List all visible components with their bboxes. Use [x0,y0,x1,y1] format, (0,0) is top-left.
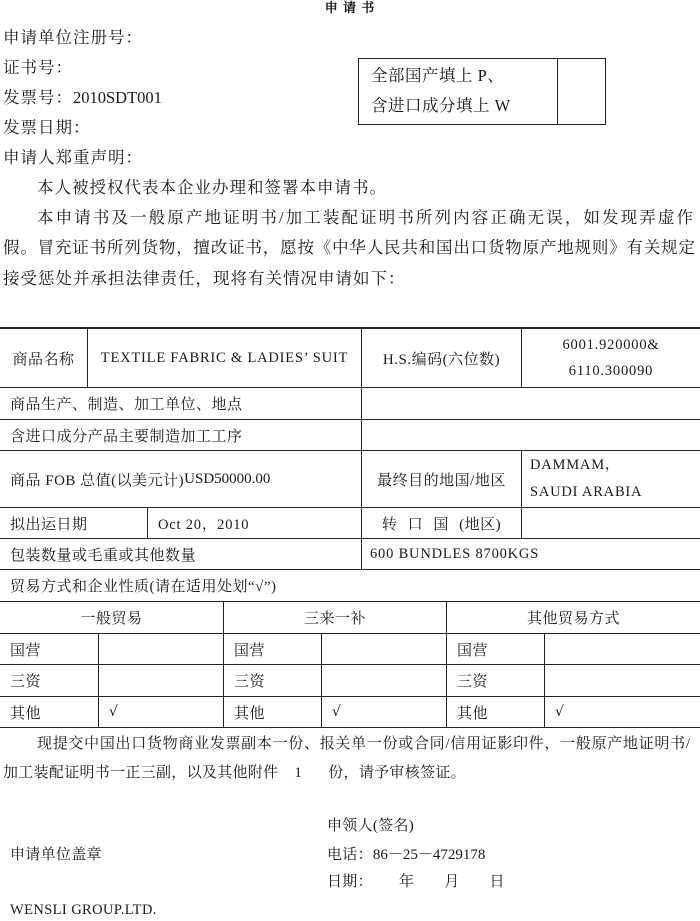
submission-line [3,763,466,783]
enterprise-type-label: 三资 [447,665,545,697]
year-label: 年 [398,874,415,890]
enterprise-type-label: 国营 [447,634,545,665]
day-label: 日 [489,874,505,890]
fob-value-label: 商品 FOB 总值(以美元计) [10,472,185,489]
shipping-date-value: Oct 20，2010 [148,508,362,539]
date-label: 日期： [327,874,373,890]
submission-text: 份，请予审核签证。 [328,765,466,781]
destination-value-cell [522,451,700,508]
enterprise-type-label: 国营 [0,634,99,665]
submission-text: 加工装配证明书一正三副，以及其他附件 [3,765,279,781]
check-mark-cell [545,634,700,665]
transit-country-label: 转 口 国 (地区) [362,508,522,539]
check-mark-cell: √ [322,697,447,728]
invoice-number-value: 2010SDT001 [73,88,162,107]
registration-number-label: 申请单位注册号： [3,28,143,47]
producer-value-cell [362,388,700,420]
hs-code-value: 6110.300090 [568,363,654,379]
producer-label: 商品生产、制造、加工单位、地点 [0,388,362,420]
enterprise-type-label: 三资 [224,665,322,697]
hs-code-label: H.S.编码(六位数) [362,327,522,388]
shipping-date-label: 拟出运日期 [0,508,148,539]
submission-line: 现提交中国出口货物商业发票副本一份、报关单一份或合同/信用证影印件，一般原产地证明书/ [37,736,690,752]
declaration-line: 接受惩处并承担法律责任，现将有关情况申请如下： [3,269,406,288]
trade-mode-label: 贸易方式和企业性质(请在适用处划“√”) [0,570,700,602]
company-name: WENSLI GROUP.LTD. [10,902,157,918]
fob-value: USD50000.00 [184,470,271,487]
enterprise-type-label: 国营 [224,634,322,665]
destination-label: 最终目的地国/地区 [362,451,522,508]
month-label: 月 [444,874,460,890]
invoice-number-line [3,88,162,108]
origin-criterion-value-cell [558,59,605,124]
check-mark-cell [545,665,700,697]
fob-value-cell [0,451,362,508]
check-mark-cell: √ [99,697,224,728]
check-mark-cell [322,665,447,697]
origin-criterion-instructions [359,59,558,124]
origin-instruction-line: 全部国产填上 P、 [371,66,505,85]
hs-code-value: 6001.920000& [562,337,660,353]
quantity-value: 600 BUNDLES 8700KGS [362,539,700,570]
check-mark-cell [99,634,224,665]
certificate-number-label: 证书号： [3,58,73,77]
declaration-line: 本申请书及一般原产地证明书/加工装配证明书所列内容正确无误，如发现弄虚作 [37,208,693,227]
check-mark-cell [322,634,447,665]
enterprise-type-label: 其他 [224,697,322,728]
check-mark-cell: √ [545,697,700,728]
trade-group-header: 三来一补 [224,602,447,634]
goods-details-table [0,327,700,728]
form-title: 申 请 书 [324,0,376,15]
manufacturing-process-value-cell [362,420,700,451]
enterprise-type-label: 三资 [0,665,99,697]
hs-code-value-cell [522,327,700,388]
date-line [327,872,505,892]
invoice-number-label: 发票号： [3,88,73,107]
declaration-heading: 申请人郑重声明： [3,148,143,167]
check-mark-cell [99,665,224,697]
goods-name-label: 商品名称 [0,327,88,388]
destination-value: SAUDI ARABIA [530,484,643,500]
transit-country-value-cell [522,508,700,539]
phone-value: 86－25－4729178 [372,847,486,863]
invoice-date-label: 发票日期： [3,118,91,137]
declaration-line: 假。冒充证书所列货物，擅改证书，愿按《中华人民共和国出口货物原产地规则》有关规定 [3,238,695,257]
origin-criterion-box [358,58,606,125]
origin-instruction-line: 含进口成分填上 W [371,96,511,115]
company-seal-label: 申请单位盖章 [10,847,102,863]
declaration-line: 本人被授权代表本企业办理和签署本申请书。 [37,178,387,197]
enterprise-type-label: 其他 [0,697,99,728]
trade-group-header: 其他贸易方式 [447,602,700,634]
applicant-signature-label: 申领人(签名) [327,818,415,834]
enterprise-type-label: 其他 [447,697,545,728]
phone-label: 电话： [327,847,373,863]
quantity-label: 包装数量或毛重或其他数量 [0,539,362,570]
phone-line [327,845,485,865]
trade-group-header: 一般贸易 [0,602,224,634]
manufacturing-process-label: 含进口成分产品主要制造加工工序 [0,420,362,451]
destination-value: DAMMAM， [530,457,621,473]
attachment-count: 1 [294,765,303,781]
goods-name-value: TEXTILE FABRIC & LADIES’ SUIT [88,327,362,388]
